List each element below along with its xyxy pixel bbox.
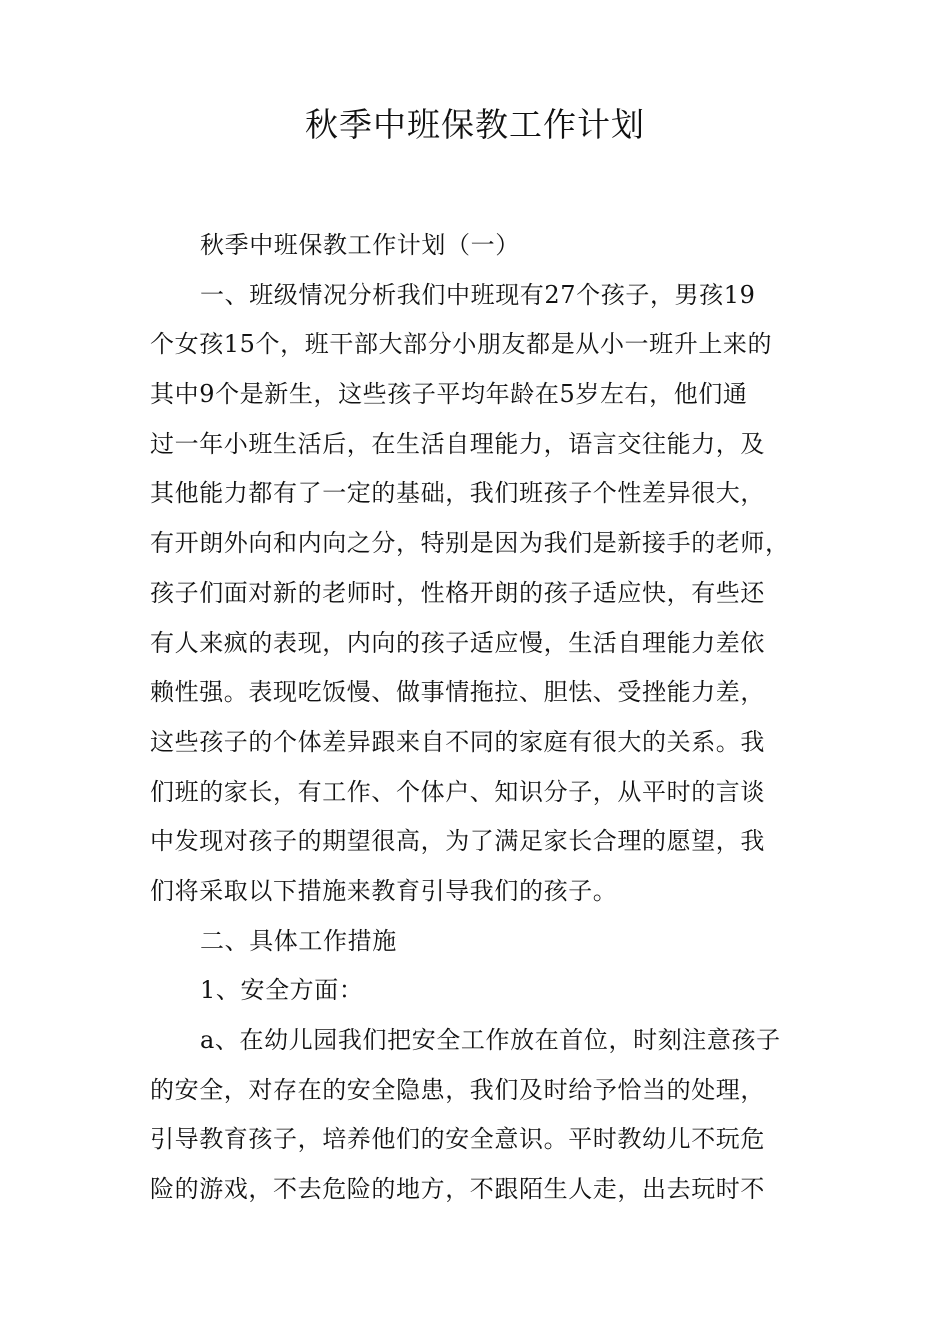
text-line: 有人来疯的表现，内向的孩子适应慢，生活自理能力差依	[150, 628, 765, 657]
text-line: 二、具体工作措施	[200, 926, 397, 955]
text-line: 有开朗外向和内向之分，特别是因为我们是新接手的老师，	[150, 529, 790, 558]
text-line: 1、安全方面：	[200, 976, 364, 1005]
text-line: 个女孩15个，班干部大部分小朋友都是从小一班升上来的	[150, 330, 773, 359]
text-line: 孩子们面对新的老师时，性格开朗的孩子适应快，有些还	[150, 578, 765, 607]
text-line: 引导教育孩子，培养他们的安全意识。平时教幼儿不玩危	[150, 1125, 765, 1154]
text-line: 其他能力都有了一定的基础，我们班孩子个性差异很大，	[150, 479, 765, 508]
text-line: 赖性强。表现吃饭慢、做事情拖拉、胆怯、受挫能力差，	[150, 678, 765, 707]
text-line: 的安全，对存在的安全隐患，我们及时给予恰当的处理，	[150, 1075, 765, 1104]
text-line: 们班的家长，有工作、个体户、知识分子，从平时的言谈	[150, 777, 765, 806]
text-line: 其中9个是新生，这些孩子平均年龄在5岁左右，他们通	[150, 380, 748, 409]
document-title: 秋季中班保教工作计划	[305, 105, 645, 144]
text-line: 中发现对孩子的期望很高，为了满足家长合理的愿望，我	[150, 827, 765, 856]
text-line: 们将采取以下措施来教育引导我们的孩子。	[150, 876, 618, 905]
text-line: 过一年小班生活后，在生活自理能力，语言交往能力，及	[150, 429, 765, 458]
text-line: 险的游戏，不去危险的地方，不跟陌生人走，出去玩时不	[150, 1175, 765, 1204]
text-line: 一、班级情况分析我们中班现有27个孩子，男孩19	[200, 280, 756, 309]
text-line: a、在幼儿园我们把安全工作放在首位，时刻注意孩子	[200, 1026, 781, 1054]
text-line: 秋季中班保教工作计划（一）	[200, 231, 520, 259]
text-line: 这些孩子的个体差异跟来自不同的家庭有很大的关系。我	[150, 727, 765, 756]
document-body	[150, 221, 810, 1215]
